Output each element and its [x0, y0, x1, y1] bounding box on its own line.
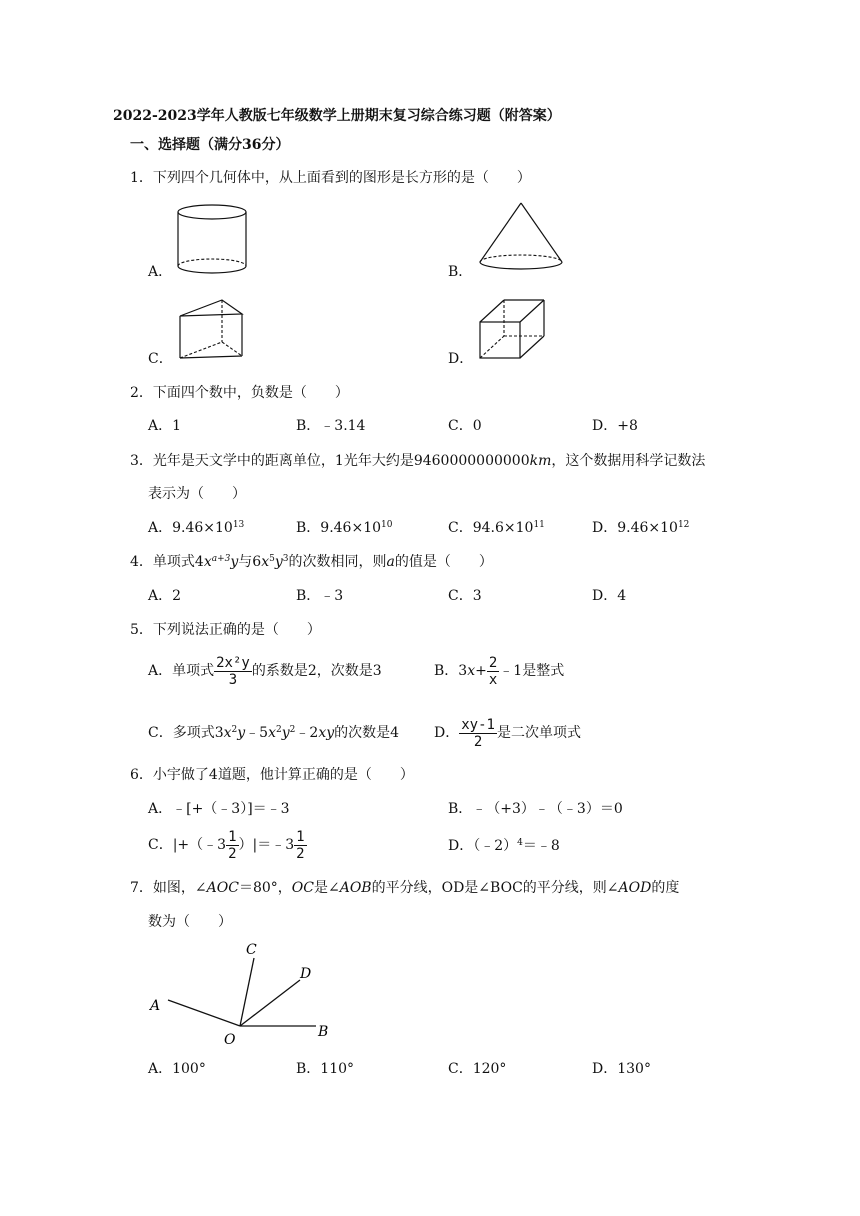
q3-unit: km	[529, 453, 552, 469]
fraction-denominator: 2	[296, 845, 305, 862]
q5-fraction	[459, 717, 497, 750]
q3-option-b-base: B．9.46×10	[296, 520, 382, 536]
q2-option-a: A．1	[148, 418, 182, 434]
q2-option-b: B．﹣3.14	[296, 418, 366, 434]
q4-var: a	[386, 554, 395, 570]
q4-text: 4．单项式4	[130, 554, 204, 570]
q2-option-c: C．0	[448, 418, 482, 434]
cylinder-figure	[175, 202, 249, 278]
q6-text: C．|+（﹣3	[148, 837, 227, 853]
fraction-denominator: 2	[473, 733, 483, 750]
q5-var: y	[237, 725, 246, 741]
q5-text: C．多项式3	[148, 725, 224, 741]
point-label-a: A	[150, 998, 161, 1014]
q5-stem: 5．下列说法正确的是（ ）	[130, 622, 321, 638]
q7-text: 7．如图，∠	[130, 880, 207, 896]
q6-fraction	[226, 829, 238, 862]
q2-option-d: D．+8	[592, 418, 638, 434]
q6-fraction	[294, 829, 306, 862]
q4-option-d: D．4	[592, 588, 627, 604]
point-label-o: O	[224, 1032, 236, 1048]
q4-exp: 3	[282, 554, 289, 564]
q2-stem: 2．下面四个数中，负数是（ ）	[130, 385, 349, 401]
q3-stem-part: 3．光年是天文学中的距离单位，1光年大约是9460000000000	[130, 453, 530, 469]
q3-option-b-exp: 10	[381, 520, 393, 530]
q5-text: D．	[434, 725, 460, 741]
q3-option-b	[296, 518, 392, 538]
q4-var: y	[230, 554, 239, 570]
q3-stem-line2: 表示为（ ）	[148, 486, 246, 502]
q6-text: D．（﹣2）	[448, 838, 518, 854]
q4-text: 与6	[238, 554, 262, 570]
q4-text: 的值是（ ）	[394, 554, 493, 570]
q3-option-a-base: A．9.46×10	[148, 520, 233, 536]
q4-option-b: B．﹣3	[296, 588, 344, 604]
q7-stem-line1	[130, 878, 679, 898]
fraction-denominator: x	[488, 671, 498, 688]
q1-option-c-label: C．	[148, 351, 173, 367]
q1-option-a-label: A．	[148, 264, 173, 280]
q7-var: AOC	[206, 880, 239, 896]
q5-var: xy	[318, 725, 335, 741]
fraction-denominator: 3	[228, 671, 238, 688]
q5-text: ﹣2	[295, 725, 319, 741]
q5-var: x	[467, 663, 476, 679]
q4-text: 的次数相同，则	[288, 554, 387, 570]
q5-text: 是二次单项式	[496, 725, 581, 741]
q3-stem-part: ，这个数据用科学记数法	[551, 453, 706, 469]
page-title: 2022-2023学年人教版七年级数学上册期末复习综合练习题（附答案）	[113, 108, 561, 124]
point-label-b: B	[318, 1024, 329, 1040]
q4-stem	[130, 552, 493, 572]
q7-text: 的度	[651, 880, 680, 896]
q3-option-d	[592, 518, 689, 538]
q7-text: ＝80°，	[238, 880, 292, 896]
q7-var: OC	[291, 880, 314, 896]
fraction-numerator: 1	[228, 828, 237, 845]
cube-figure	[476, 296, 548, 362]
q5-fraction	[214, 655, 252, 688]
q5-exp: 2	[231, 725, 238, 735]
q5-fraction	[487, 655, 499, 688]
q5-text: ﹣1是整式	[499, 663, 565, 679]
q4-var: x	[203, 554, 212, 570]
q1-option-b-label: B．	[448, 264, 473, 280]
fraction-numerator: 2	[488, 654, 498, 671]
q5-var: y	[281, 725, 290, 741]
q3-option-a	[148, 518, 244, 538]
prism-figure	[176, 294, 248, 362]
q5-var: x	[268, 725, 277, 741]
q4-exp: a+3	[211, 554, 231, 564]
q5-option-b	[434, 654, 564, 688]
fraction-denominator: 2	[228, 845, 237, 862]
q3-option-a-exp: 13	[232, 520, 245, 530]
q6-option-b: B．﹣（+3）﹣（﹣3）＝0	[448, 801, 623, 817]
q4-option-a: A．2	[148, 588, 182, 604]
q3-option-d-exp: 12	[677, 520, 690, 530]
q3-stem-line1	[130, 451, 705, 471]
fraction-numerator: xy-1	[461, 716, 495, 733]
q5-text: ﹣5	[245, 725, 269, 741]
q7-var: AOB	[339, 880, 372, 896]
q3-option-d-base: D．9.46×10	[592, 520, 678, 536]
point-label-c: C	[246, 942, 257, 958]
cone-figure	[476, 200, 566, 274]
q4-exp: 5	[269, 554, 275, 564]
section-heading: 一、选择题（满分36分）	[130, 137, 290, 153]
q6-option-a: A．﹣[+（﹣3）]＝﹣3	[148, 801, 290, 817]
q6-exp: 4	[517, 838, 523, 848]
fraction-numerator: 2x²y	[216, 654, 250, 671]
q5-text: A．单项式	[148, 663, 215, 679]
point-label-d: D	[300, 966, 312, 982]
q4-var: y	[274, 554, 283, 570]
q5-text: B．3	[434, 663, 468, 679]
q3-option-c	[448, 518, 545, 538]
q7-var: AOD	[618, 880, 652, 896]
q1-stem: 1．下列四个几何体中，从上面看到的图形是长方形的是（ ）	[130, 170, 531, 186]
q5-option-d	[434, 716, 581, 750]
q5-text: +	[475, 663, 487, 679]
q4-option-c: C．3	[448, 588, 482, 604]
q3-option-c-base: C．94.6×10	[448, 520, 534, 536]
q3-option-c-exp: 11	[533, 520, 545, 530]
q5-text: 的系数是2，次数是3	[251, 663, 382, 679]
q6-option-c	[148, 828, 307, 862]
q5-text: 的次数是4	[334, 725, 400, 741]
q6-option-d	[448, 836, 560, 856]
q7-text: 是∠	[313, 880, 340, 896]
q7-text: 的平分线，OD是∠BOC的平分线，则∠	[371, 880, 619, 896]
q6-text: ）|＝﹣3	[238, 837, 295, 853]
q7-option-c: C．120°	[448, 1061, 507, 1077]
fraction-numerator: 1	[296, 828, 305, 845]
q5-option-a	[148, 654, 382, 688]
q6-stem: 6．小宇做了4道题，他计算正确的是（ ）	[130, 767, 414, 783]
q6-text: ＝﹣8	[522, 838, 560, 854]
q5-option-c	[148, 716, 399, 750]
q7-option-b: B．110°	[296, 1061, 355, 1077]
q7-option-d: D．130°	[592, 1061, 651, 1077]
q5-var: x	[223, 725, 232, 741]
q5-exp: 2	[276, 725, 282, 735]
q5-exp: 2	[289, 725, 296, 735]
q7-option-a: A．100°	[148, 1061, 206, 1077]
q4-var: x	[261, 554, 270, 570]
angle-figure	[146, 938, 346, 1050]
q7-stem-line2: 数为（ ）	[148, 914, 232, 930]
q1-option-d-label: D．	[448, 351, 474, 367]
